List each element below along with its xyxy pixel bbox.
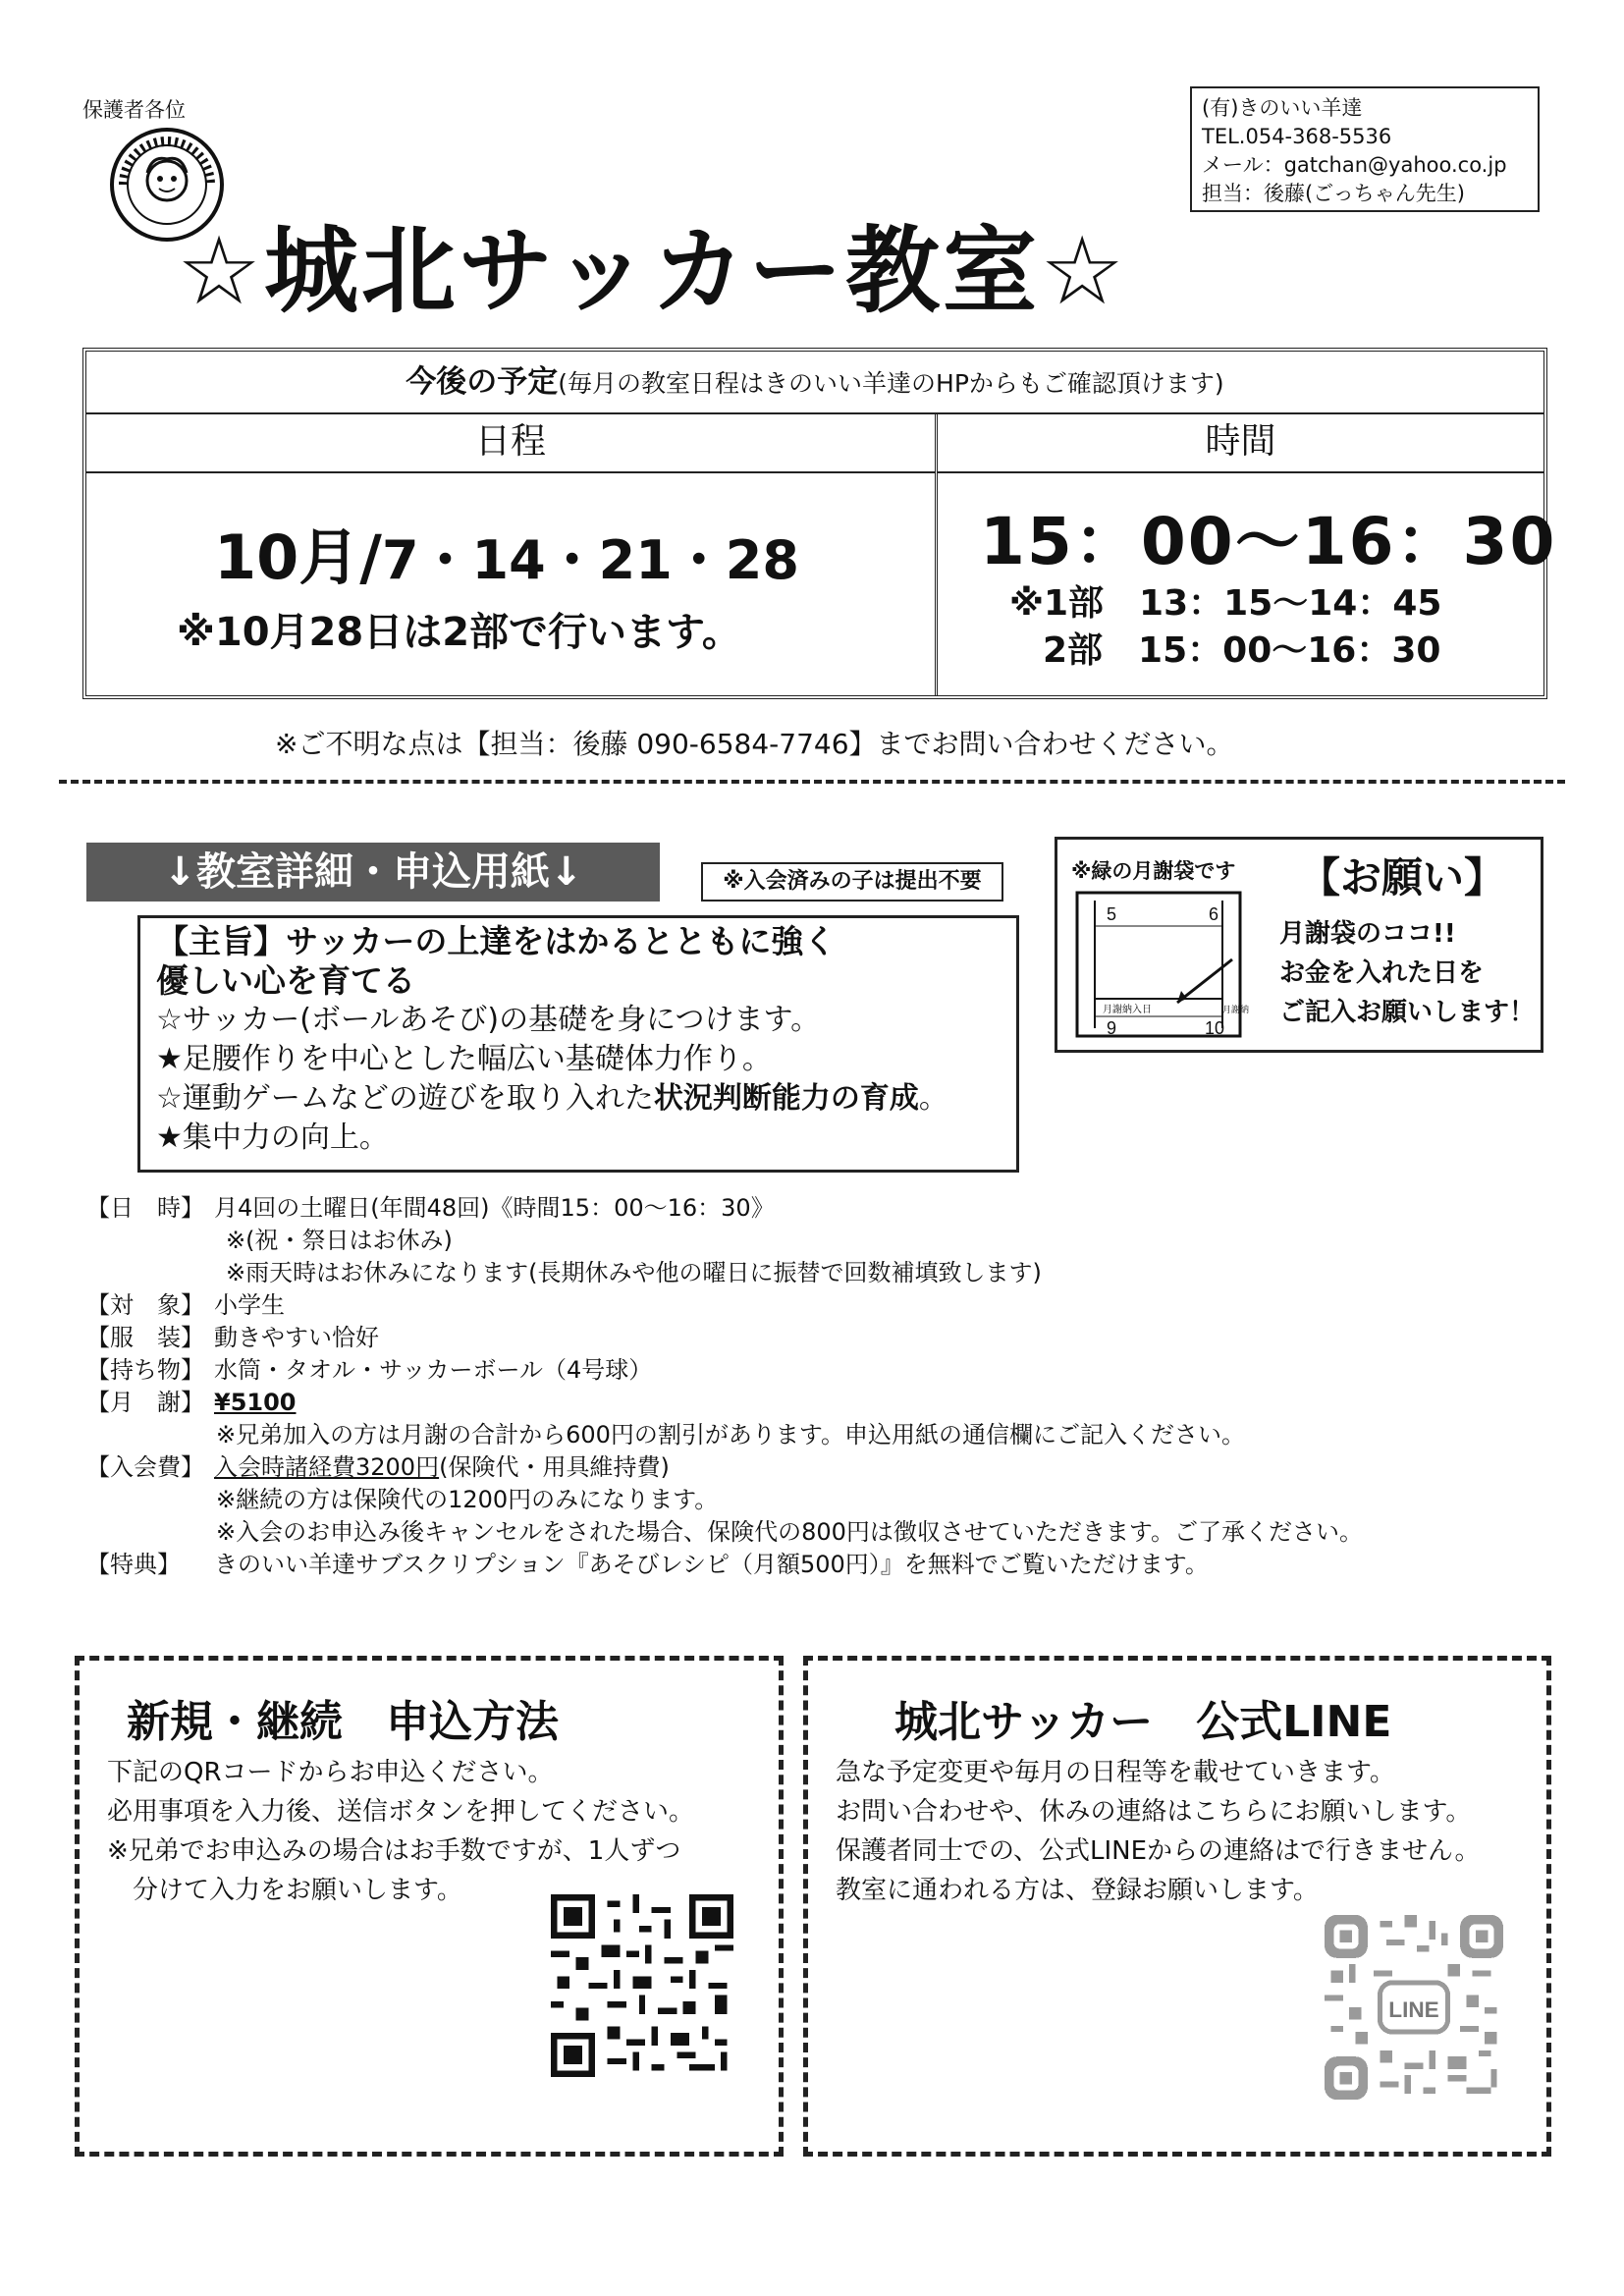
schedule-heading-title: 今後の予定	[406, 364, 559, 400]
date-month: 10月/	[214, 521, 382, 593]
env-label: 5	[1107, 904, 1117, 924]
apply-title: 新規・継続 申込方法	[127, 1697, 559, 1747]
inquiry-note: ※ご不明な点は【担当：後藤 090-6584-7746】までお問い合わせください。	[275, 728, 1234, 760]
line-line: 教室に通われる方は、登録お願いします。	[836, 1876, 1319, 1905]
detail-label: 【日 時】	[86, 1194, 204, 1222]
purpose-title-2: 優しい心を育てる	[156, 961, 415, 1000]
contact-box	[1190, 86, 1540, 212]
date-days: 7・14・21・28	[381, 529, 799, 591]
purpose-item: ★足腰作りを中心とした幅広い基礎体力作り。	[156, 1042, 772, 1076]
line-text	[836, 1753, 1481, 1910]
date-note: ※10月28日は2部で行います。	[177, 610, 741, 655]
purpose-title-1: 【主旨】サッカーの上達をはかるとともに強く	[156, 922, 837, 960]
detail-note: ※雨天時はお休みになります(長期休みや他の曜日に振替で回数補填致します)	[226, 1259, 1042, 1286]
detail-row-schedule	[86, 1192, 1363, 1225]
line-title: 城北サッカー 公式LINE	[894, 1697, 1392, 1747]
apply-line: 必用事項を入力後、送信ボタンを押してください。	[107, 1797, 695, 1827]
detail-note: ※入会のお申込み後キャンセルをされた場合、保険代の800円は徴収させていただきます。ご了承ください。	[216, 1518, 1363, 1546]
schedule-heading	[86, 352, 1543, 414]
detail-value: 小学生	[214, 1291, 285, 1319]
time-main: 15：00～16：30	[980, 504, 1557, 579]
purpose-item-highlight: 状況判断能力の育成	[653, 1081, 919, 1116]
env-label: 6	[1209, 904, 1219, 924]
detail-row-bonus	[86, 1549, 1363, 1581]
line-qr-code[interactable]	[1325, 1914, 1503, 2101]
detail-value-note: (保険代・用具維持費)	[439, 1453, 670, 1481]
request-title: 【お願い】	[1299, 853, 1506, 902]
line-line: 急な予定変更や毎月の日程等を載せていきます。	[836, 1758, 1395, 1787]
request-box	[1055, 837, 1543, 1053]
request-line: お金を入れた日を	[1279, 958, 1485, 988]
purpose-item-end: 。	[918, 1081, 948, 1116]
detail-note: ※(祝・祭日はお休み)	[226, 1227, 453, 1254]
contact-company: (有)きのいい羊達	[1202, 96, 1363, 120]
time-part1: ※1部 13：15～14：45	[1009, 583, 1442, 624]
schedule-table	[82, 348, 1557, 699]
detail-value: 水筒・タオル・サッカーボール（4号球）	[214, 1356, 653, 1384]
detail-row-target	[86, 1289, 1363, 1322]
detail-note: ※兄弟加入の方は月謝の合計から600円の割引があります。申込用紙の通信欄にご記入ください。	[216, 1421, 1245, 1449]
env-label: 月謝納入日	[1103, 1005, 1152, 1015]
purpose-item: ★集中力の向上。	[156, 1121, 389, 1155]
line-qr-label: LINE	[1388, 1997, 1439, 2023]
apply-qr-code[interactable]	[551, 1894, 733, 2077]
contact-mail: メール：gatchan@yahoo.co.jp	[1202, 153, 1507, 177]
col-time: 時間	[938, 412, 1543, 473]
detail-label: 【対 象】	[86, 1291, 204, 1319]
env-label: 10	[1205, 1018, 1225, 1038]
purpose-item	[156, 1079, 1001, 1119]
contact-person: 担当：後藤(ごっちゃん先生)	[1202, 182, 1465, 205]
detail-value: 月4回の土曜日(年間48回)《時間15：00～16：30》	[214, 1194, 775, 1222]
detail-value: 動きやすい恰好	[214, 1324, 379, 1351]
detail-note: ※継続の方は保険代の1200円のみになります。	[216, 1486, 719, 1513]
detail-label: 【特典】	[86, 1551, 181, 1578]
line-line: お問い合わせや、休みの連絡はこちらにお願いします。	[836, 1797, 1472, 1827]
cut-line	[59, 780, 1565, 784]
page-title: ☆城北サッカー教室☆	[177, 216, 1128, 326]
apply-text	[107, 1753, 694, 1910]
detail-row-items	[86, 1354, 1363, 1387]
schedule-heading-note: (毎月の教室日程はきのいい羊達のHPからもご確認頂けます)	[558, 369, 1224, 398]
request-line: ご記入お願いします！	[1279, 998, 1536, 1027]
line-box	[803, 1656, 1551, 2157]
col-date: 日程	[86, 412, 935, 473]
details-list	[86, 1192, 1363, 1581]
env-label: 月謝納	[1222, 1005, 1250, 1014]
detail-row-fee	[86, 1387, 1363, 1419]
guardians-label: 保護者各位	[82, 98, 186, 122]
detail-row-entry	[86, 1451, 1363, 1484]
detail-value: 入会時諸経費3200円	[214, 1453, 440, 1481]
env-label: 9	[1107, 1018, 1117, 1038]
envelope-illustration	[1075, 891, 1250, 1038]
detail-label: 【服 装】	[86, 1324, 204, 1351]
section-note: ※入会済みの子は提出不要	[701, 862, 1003, 902]
request-caption: ※緑の月謝袋です	[1071, 859, 1236, 883]
detail-label: 【持ち物】	[86, 1356, 204, 1384]
contact-tel: TEL.054-368-5536	[1202, 125, 1392, 148]
line-line: 保護者同士での、公式LINEからの連絡はで行きません。	[836, 1836, 1481, 1866]
date-values	[214, 509, 799, 596]
detail-label: 【月 謝】	[86, 1389, 204, 1416]
detail-label: 【入会費】	[86, 1453, 204, 1481]
detail-row-clothes	[86, 1322, 1363, 1354]
purpose-box	[137, 915, 1019, 1173]
apply-line: ※兄弟でお申込みの場合はお手数ですが、1人ずつ	[107, 1836, 681, 1866]
time-part2: 2部 15：00～16：30	[1043, 630, 1441, 671]
detail-value: ¥5100	[214, 1389, 297, 1416]
request-line: 月謝袋のココ!!	[1279, 919, 1456, 949]
purpose-item: ☆サッカー(ボールあそび)の基礎を身につけます。	[156, 1003, 821, 1037]
detail-value: きのいい羊達サブスクリプション『あそびレシピ（月額500円）』を無料でご覧いただけます。	[214, 1551, 1209, 1578]
request-text	[1279, 914, 1535, 1032]
apply-line: 分けて入力をお願いします。	[133, 1876, 462, 1905]
apply-box	[75, 1656, 784, 2157]
section-banner: ↓教室詳細・申込用紙↓	[86, 843, 660, 902]
purpose-item-text: ☆運動ゲームなどの遊びを取り入れた	[156, 1081, 654, 1116]
apply-line: 下記のQRコードからお申込ください。	[107, 1758, 554, 1787]
